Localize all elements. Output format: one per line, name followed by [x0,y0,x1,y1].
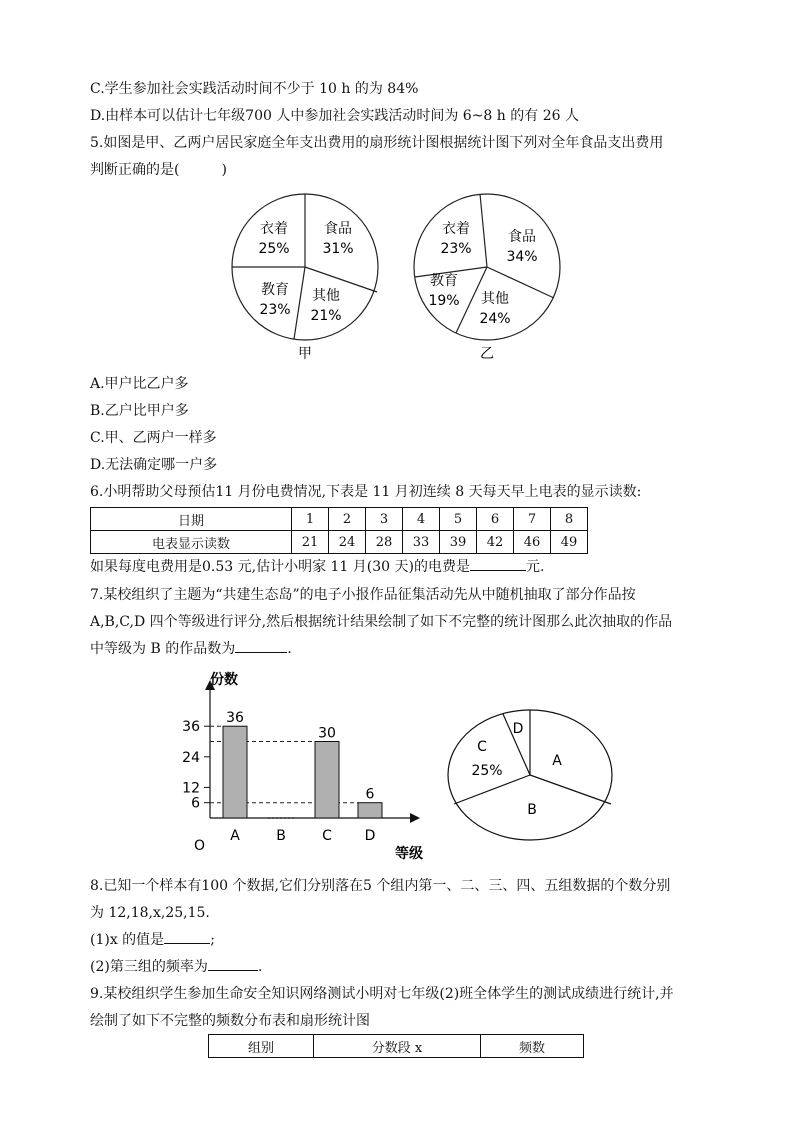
table-row [91,508,588,531]
pie-jia-label-name: 教育 [261,282,289,298]
pie-yi-label-pct: 23% [440,241,472,257]
table-cell: 21 [292,531,329,554]
q8-text: . [257,959,263,975]
table-cell: 电表显示读数 [91,531,292,554]
q6-text: 如果每度电费用是0.53 元,估计小明家 11 月(30 天)的电费是 [90,559,470,575]
option-d-text: D.由样本可以估计七年级700 人中参加社会实践活动时间为 6~8 h 的有 26 人 [90,108,579,124]
q5-option-c: C.甲、乙两户一样多 [90,430,217,446]
y-tick-label: 12 [182,780,200,797]
table-cell: 日期 [91,508,292,531]
table-cell: 46 [514,531,551,554]
bar-a [223,726,247,818]
table-cell: 5 [440,508,477,531]
answer-blank[interactable] [164,943,210,944]
grade-pie-label: C [477,739,487,755]
table-cell: 8 [551,508,588,531]
pie-yi-label-name: 其他 [481,291,509,307]
question-9-line-1: 9.某校组织学生参加生命安全知识网络测试小明对七年级(2)班全体学生的测试成绩进行统计,并 [90,986,674,1002]
bar-value-label: 6 [365,786,375,803]
q8-text: (1)x 的值是 [90,932,165,948]
question-9-line-2: 绘制了如下不完整的频数分布表和扇形统计图 [90,1013,370,1029]
table-cell: 33 [403,531,440,554]
table-cell: 3 [366,508,403,531]
y-tick-label: 24 [182,749,200,766]
table-cell: 7 [514,508,551,531]
pie-yi-label-pct: 24% [479,311,511,327]
question-5-line-2: 判断正确的是( ) [90,162,227,178]
q9-frequency-table [208,1034,584,1058]
q5-option-a: A.甲户比乙户多 [90,376,189,392]
q5-option-b: B.乙户比甲户多 [90,403,189,419]
pie-yi-label-name: 教育 [430,273,458,289]
question-6-line-1: 6.小明帮助父母预估11 月份电费情况,下表是 11 月初连续 8 天每天早上电表的显示读数: [90,484,642,500]
y-tick-label: 36 [182,719,200,736]
question-8-part-1 [90,930,215,950]
grade-pie-pct: 25% [471,763,503,779]
answer-blank[interactable] [235,652,287,653]
q5-pie-charts [220,185,580,365]
q7-text: . [287,641,292,657]
bar-value-label: 30 [318,725,336,742]
q6-meter-table [90,507,588,554]
pie-jia-label-pct: 23% [259,302,291,318]
question-8-part-2 [90,957,262,977]
pie-jia-label-pct: 25% [258,241,290,257]
pie-jia-label-pct: 31% [322,241,354,257]
x-axis-label: 等级 [395,846,423,862]
pie-jia-caption: 甲 [298,346,312,362]
bar-value-label: 36 [226,710,244,727]
question-7-line-2: A,B,C,D 四个等级进行评分,然后根据统计结果绘制了如下不完整的统计图那么此次抽取的作品 [90,614,673,630]
q5-option-d: D.无法确定哪一户多 [90,457,218,473]
table-cell: 1 [292,508,329,531]
pie-jia-label-name: 衣着 [260,221,288,237]
grade-pie-label: B [527,802,537,818]
q8-text: ; [210,932,215,948]
table-row [209,1035,584,1058]
pie-jia-label-name: 其他 [312,288,340,304]
table-cell: 4 [403,508,440,531]
q7-charts [180,662,640,872]
table-cell: 42 [477,531,514,554]
pie-yi-label-name: 食品 [508,229,536,245]
bar-c [315,742,339,819]
table-cell: 6 [477,508,514,531]
table-cell: 2 [329,508,366,531]
question-5-line-1: 5.如图是甲、乙两户居民家庭全年支出费用的扇形统计图根据统计图下列对全年食品支出费用 [90,135,664,151]
table-header: 组别 [209,1035,314,1058]
table-header: 分数段 x [314,1035,481,1058]
pie-jia [232,194,378,362]
category-label: A [230,828,240,844]
grade-pie-label: D [512,721,524,737]
option-c-text: C.学生参加社会实践活动时间不少于 10 h 的为 84% [90,81,419,97]
category-label: D [364,828,376,844]
pie-yi-label-name: 衣着 [442,221,470,237]
bar-d [358,803,382,818]
answer-blank[interactable] [470,570,526,571]
table-row [91,531,588,554]
table-cell: 28 [366,531,403,554]
table-cell: 24 [329,531,366,554]
question-6-line-2 [90,557,544,577]
q7-text: 中等级为 B 的作品数为 [90,641,236,657]
table-cell: 49 [551,531,588,554]
pie-jia-label-name: 食品 [324,221,352,237]
pie-yi-label-pct: 19% [428,293,460,309]
question-8-line-2: 为 12,18,x,25,15. [90,905,210,921]
pie-yi-label-pct: 34% [506,249,538,265]
answer-blank[interactable] [208,970,258,971]
q6-text: 元. [525,559,545,575]
table-cell: 39 [440,531,477,554]
pie-yi-caption: 乙 [480,346,494,362]
category-label: B [276,828,286,844]
question-7-line-1: 7.某校组织了主题为“共建生态岛”的电子小报作品征集活动先从中随机抽取了部分作品按 [90,587,636,603]
table-header: 频数 [481,1035,584,1058]
question-7-line-3 [90,639,292,659]
x-axis-arrow [410,813,420,823]
pie-yi [414,194,560,362]
y-axis-label: 份数 [210,672,238,688]
question-8-line-1: 8.已知一个样本有100 个数据,它们分别落在5 个组内第一、二、三、四、五组数据的个数分别 [90,878,671,894]
q8-text: (2)第三组的频率为 [90,959,208,975]
origin-label: O [194,838,206,854]
category-label: C [322,828,332,844]
grade-pie-label: A [552,753,562,769]
y-tick-label: 6 [191,795,200,812]
pie-jia-label-pct: 21% [310,308,342,324]
